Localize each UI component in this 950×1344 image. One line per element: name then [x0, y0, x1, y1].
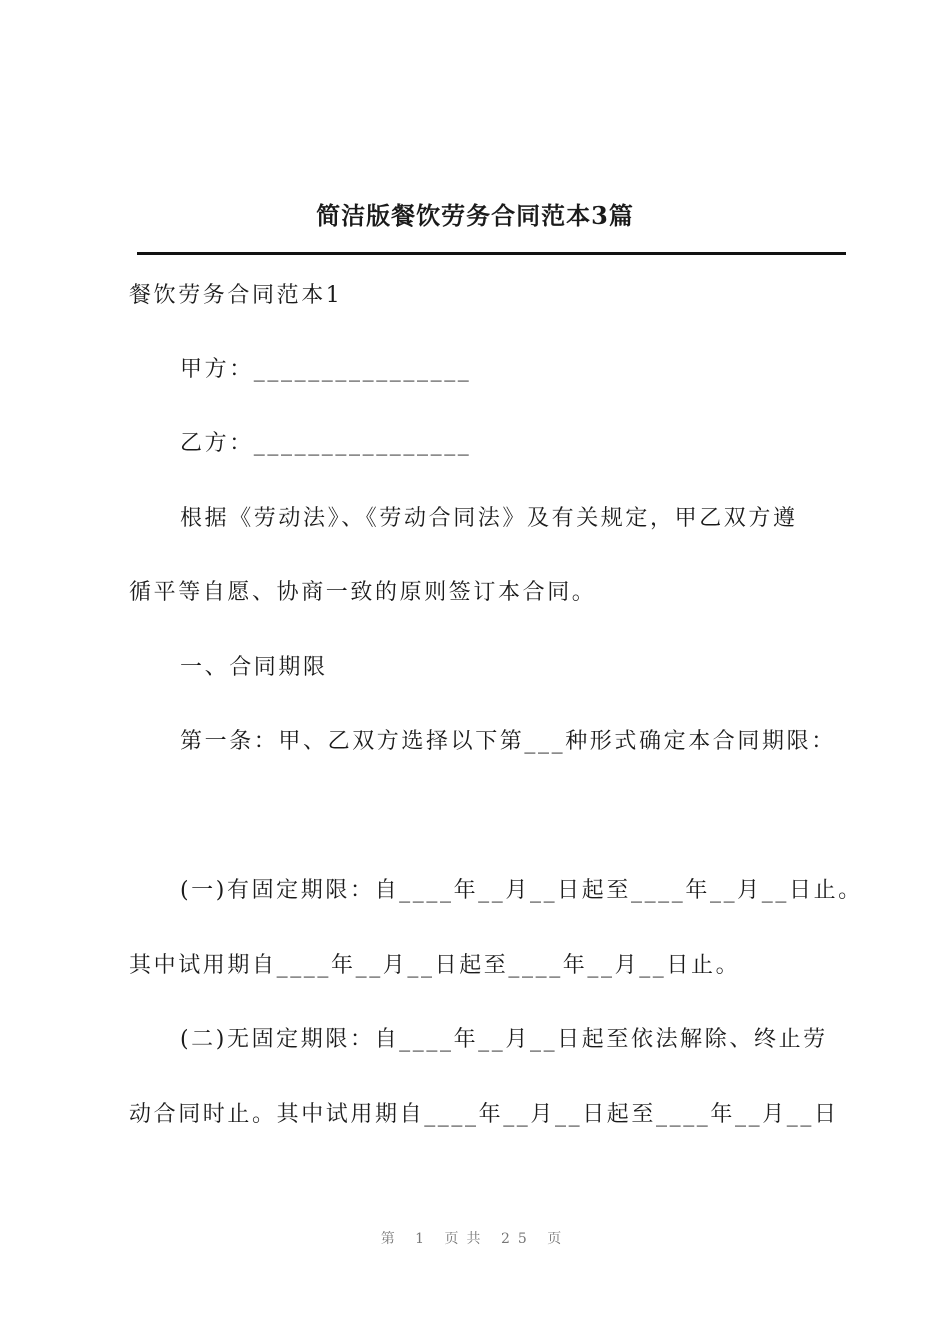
page-footer: 第 1 页共 25 页	[380, 1231, 570, 1247]
clause-text-line: 动合同时止。其中试用期自____年__月__日起至____年__月__日	[129, 1102, 839, 1127]
document-title: 简洁版餐饮劳务合同范本3篇	[316, 201, 634, 230]
body-paragraph-line: 循平等自愿、协商一致的原则签订本合同。	[129, 580, 597, 605]
body-paragraph-line: 根据《劳动法》、《劳动合同法》及有关规定，甲乙双方遵	[180, 506, 798, 531]
party-b-line: 乙方：________________	[180, 431, 472, 456]
clause-text-line: 其中试用期自____年__月__日起至____年__月__日止。	[129, 953, 741, 978]
title-divider	[137, 252, 846, 255]
party-a-line: 甲方：________________	[180, 357, 472, 382]
clause-text-line: (一)有固定期限：自____年__月__日起至____年__月__日止。	[180, 878, 863, 903]
clause-text-line: 第一条：甲、乙双方选择以下第___种形式确定本合同期限：	[180, 729, 836, 754]
section-heading: 餐饮劳务合同范本1	[129, 283, 343, 308]
clause-text-line: (二)无固定期限：自____年__月__日起至依法解除、终止劳	[180, 1027, 828, 1052]
clause-heading: 一、合同期限	[180, 655, 328, 680]
